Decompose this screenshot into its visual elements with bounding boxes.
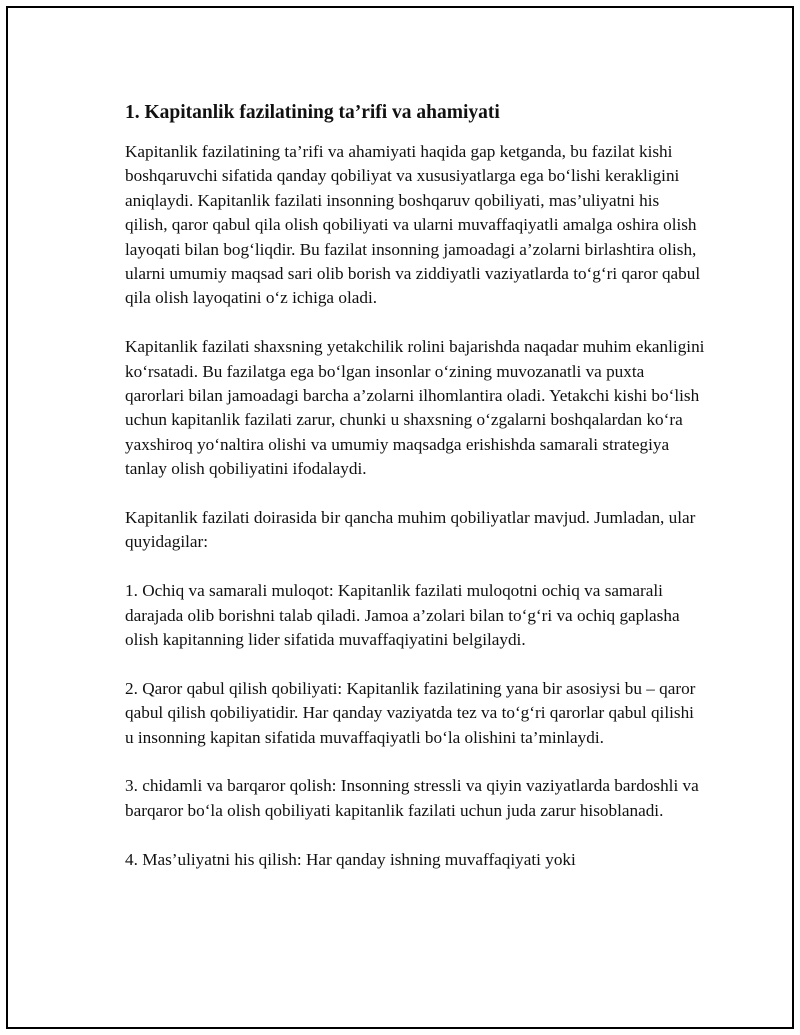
section-heading: 1. Kapitanlik fazilatining ta’rifi va ahamiyati <box>125 102 500 123</box>
paragraph-definition: Kapitanlik fazilatining ta’rifi va ahamiyati haqida gap ketganda, bu fazilat kishi boshqaruvchi sifatida qanday qobiliyat va xususiyatlarga ega bo‘lishi kerakligini aniqlaydi. Kapitanlik fazilati insonning boshqaruv qobiliyati, mas’uliyatni his qilish, qaror qabul qila olish qobiliyati va ularni muvaffaqiyatli amalga oshira olish layoqati bilan bog‘liqdir. Bu fazilat insonning jamoadagi a’zolarni birlashtira olish, ularni umumiy maqsad sari olib borish va ziddiyatli vaziyatlarda to‘g‘ri qaror qabul qila olish layoqatini o‘z ichiga oladi. <box>125 142 701 308</box>
list-item-decision-making: 2. Qaror qabul qilish qobiliyati: Kapitanlik fazilatining yana bir asosiysi bu – qaror qabul qilish qobiliyatidir. Har qanday vaziyatda tez va to‘g‘ri qarorlar qabul qilishi u insonning kapitan sifatida muvaffaqiyatli bo‘la olishini ta’minlaydi. <box>125 678 696 747</box>
document-page <box>6 6 794 1029</box>
paragraph-abilities-intro: Kapitanlik fazilati doirasida bir qancha muhim qobiliyatlar mavjud. Jumladan, ular quyidagilar: <box>125 508 696 552</box>
paragraph-leadership: Kapitanlik fazilati shaxsning yetakchilik rolini bajarishda naqadar muhim ekanligini ko‘rsatadi. Bu fazilatga ega bo‘lgan insonlar o‘zining muvozanatli va puxta qarorlari bilan jamoadagi barcha a’zolarni ilhomlantira oladi. Yetakchi kishi bo‘lish uchun kapitanlik fazilati zarur, chunki u shaxsning o‘zgalarni boshqalardan ko‘ra yaxshiroq yo‘naltira olishi va umumiy maqsadga erishishda samarali strategiya tanlay olish qobiliyatini ifodalaydi. <box>125 337 705 479</box>
document-body <box>125 100 705 896</box>
list-item-responsibility: 4. Mas’uliyatni his qilish: Har qanday ishning muvaffaqiyati yoki <box>125 849 576 869</box>
list-item-resilience: 3. chidamli va barqaror qolish: Insonning stressli va qiyin vaziyatlarda bardoshli va barqaror bo‘la olish qobiliyati kapitanlik fazilati uchun juda zarur hisoblanadi. <box>125 776 699 820</box>
list-item-communication: 1. Ochiq va samarali muloqot: Kapitanlik fazilati muloqotni ochiq va samarali darajada olib borishni talab qiladi. Jamoa a’zolari bilan to‘g‘ri va ochiq gaplasha olish kapitanning lider sifatida muvaffaqiyatini belgilaydi. <box>125 581 680 650</box>
